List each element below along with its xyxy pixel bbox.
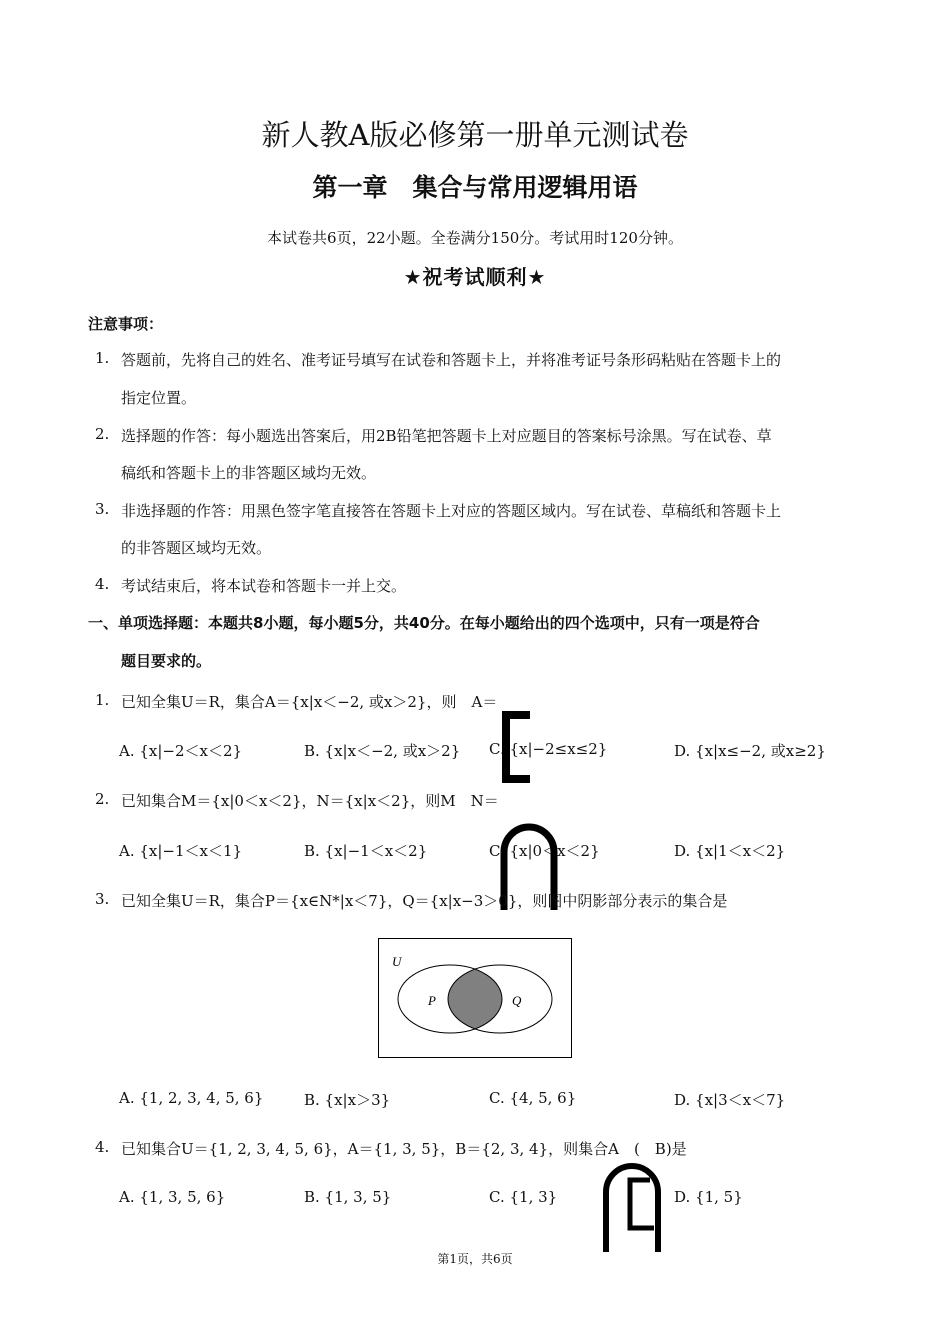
wish-line: ★祝考试顺利★ [403, 265, 547, 289]
option-c: C. {1, 3} [489, 1188, 558, 1206]
notice-text: 稿纸和答题卡上的非答题区域均无效。 [121, 464, 377, 482]
option-c: C. {x|−2≤x≤2} [489, 740, 608, 758]
option-d: D. {x|1＜x＜2} [674, 842, 786, 860]
option-b: B. {x|x＞3} [304, 1091, 391, 1109]
question-number: 2. [95, 790, 110, 808]
exam-info: 本试卷共6页，22小题。全卷满分150分。考试用时120分钟。 [267, 229, 683, 247]
notice-num: 3. [95, 500, 110, 518]
venn-diagram [378, 938, 572, 1058]
option-a: A. {1, 3, 5, 6} [119, 1188, 226, 1206]
page-footer: 第1页，共6页 [437, 1252, 513, 1266]
option-c: C. {4, 5, 6} [489, 1089, 577, 1107]
union-complement-symbol-icon [600, 1158, 670, 1254]
notice-text: 选择题的作答：每小题选出答案后，用2B铅笔把答题卡上对应题目的答案标号涂黑。写在试卷、草 [121, 427, 772, 445]
section-heading-cont: 题目要求的。 [121, 652, 212, 670]
option-b: B. {x|−1＜x＜2} [304, 842, 428, 860]
option-d: D. {x|x≤−2, 或x≥2} [674, 742, 826, 760]
venn-u-label: U [392, 954, 402, 969]
option-d: D. {x|3＜x＜7} [674, 1091, 786, 1109]
notice-heading: 注意事项： [88, 315, 164, 333]
chapter-title: 第一章 集合与常用逻辑用语 [312, 173, 638, 202]
exam-title: 新人教A版必修第一册单元测试卷 [261, 118, 689, 152]
option-b: B. {x|x＜−2, 或x＞2} [304, 742, 461, 760]
option-b: B. {1, 3, 5} [304, 1188, 392, 1206]
option-a: A. {x|−2＜x＜2} [119, 742, 243, 760]
complement-symbol-icon [494, 707, 536, 787]
notice-text: 的非答题区域均无效。 [121, 539, 272, 557]
notice-num: 4. [95, 575, 110, 593]
option-a: A. {x|−1＜x＜1} [119, 842, 243, 860]
question-number: 1. [95, 691, 110, 709]
notice-num: 2. [95, 425, 110, 443]
section-heading: 一、单项选择题：本题共8小题，每小题5分，共40分。在每小题给出的四个选项中，只有一项是符合 [88, 614, 760, 632]
venn-q-label: Q [512, 993, 522, 1008]
notice-text: 指定位置。 [121, 389, 197, 407]
option-a: A. {1, 2, 3, 4, 5, 6} [119, 1089, 264, 1107]
notice-num: 1. [95, 349, 110, 367]
notice-text: 考试结束后，将本试卷和答题卡一并上交。 [121, 577, 407, 595]
question-number: 4. [95, 1138, 110, 1156]
question-stem: 已知全集U＝R，集合A＝{x|x＜−2, 或x＞2}，则 A＝ [121, 693, 498, 711]
question-number: 3. [95, 890, 110, 908]
question-stem: 已知集合M＝{x|0＜x＜2}，N＝{x|x＜2}，则M N＝ [121, 792, 499, 810]
option-d: D. {1, 5} [674, 1188, 743, 1206]
notice-text: 非选择题的作答：用黑色签字笔直接答在答题卡上对应的答题区域内。写在试卷、草稿纸和答题卡上 [121, 502, 782, 520]
question-stem: 已知集合U＝{1, 2, 3, 4, 5, 6}，A＝{1, 3, 5}，B＝{2, 3, 4}，则集合A ( B)是 [121, 1140, 687, 1158]
notice-text: 答题前，先将自己的姓名、准考证号填写在试卷和答题卡上，并将准考证号条形码粘贴在答题卡上的 [121, 351, 782, 369]
option-c: C. {x|0＜x＜2} [489, 842, 600, 860]
venn-p-label: P [428, 993, 436, 1008]
question-stem: 已知全集U＝R，集合P＝{x∈N*|x＜7}，Q＝{x|x−3＞0}，则图中阴影部分表示的集合是 [121, 892, 728, 910]
